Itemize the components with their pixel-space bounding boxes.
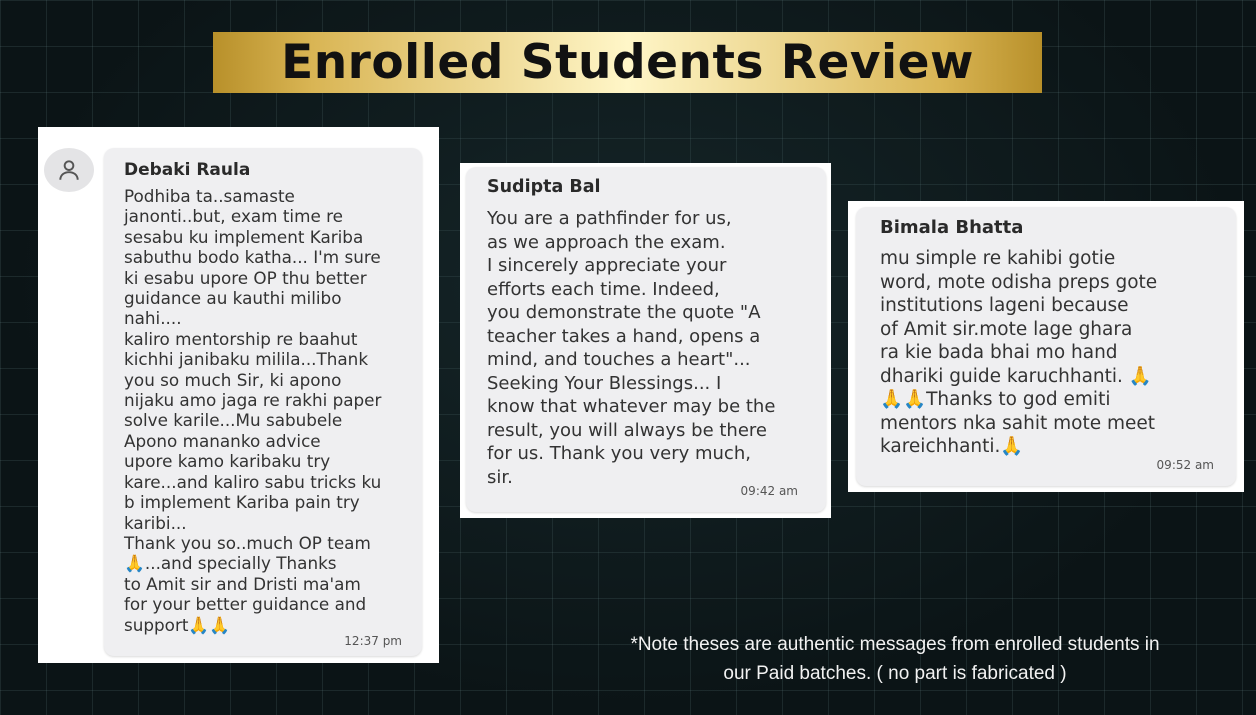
authenticity-note: *Note theses are authentic messages from enrolled students in our Paid batches. ( no part is fabricated ) [630,634,1160,684]
message-bubble [104,148,422,656]
avatar [44,148,94,192]
sender-name: Sudipta Bal [487,177,601,197]
message-text: Podhiba ta..samaste janonti..but, exam time re sesabu ku implement Kariba sabuthu bodo katha... I'm sure ki esabu upore OP thu better guidance au kauthi milibo nahi.... kaliro mentorship re baahut kichhi janibaku milila...Thank you so much Sir, ki apono nijaku amo jaga re rakhi paper solve karile...Mu sabubele Apono mananko advice upore kamo karibaku try kare...and kaliro sabu tricks ku b implement Kariba pain try karibi... Thank you so..much OP team 🙏...and specially Thanks to Amit sir and Dristi ma'am for your better guidance and support🙏🙏 [124,186,382,635]
sender-name: Bimala Bhatta [880,217,1024,238]
message-text: mu simple re kahibi gotie word, mote odisha preps gote institutions lageni because of Amit sir.mote lage ghara ra kie bada bhai mo hand dhariki guide karuchhanti. 🙏 🙏🙏Thanks to god emiti mentors nka sahit mote meet kareichhanti.🙏 [880,248,1158,457]
review-card-bimala [848,201,1244,492]
message-bubble [856,207,1236,486]
title-banner [213,32,1042,93]
message-time: 12:37 pm [344,634,402,648]
user-icon [56,157,82,183]
sender-name: Debaki Raula [124,160,251,180]
page-title: Enrolled Students Review [281,35,974,90]
message-text: You are a pathfinder for us, as we approach the exam. I sincerely appreciate your efforts each time. Indeed, you demonstrate the quote "A teacher takes a hand, opens a mind, and touches a heart"... Seeking Your Blessings... I know that whatever may be the result, you will always be there for us. Thank you very much, sir. [487,208,776,488]
message-time: 09:42 am [740,484,798,498]
message-bubble [466,167,826,512]
message-time: 09:52 am [1156,458,1214,472]
review-card-sudipta [460,163,831,518]
